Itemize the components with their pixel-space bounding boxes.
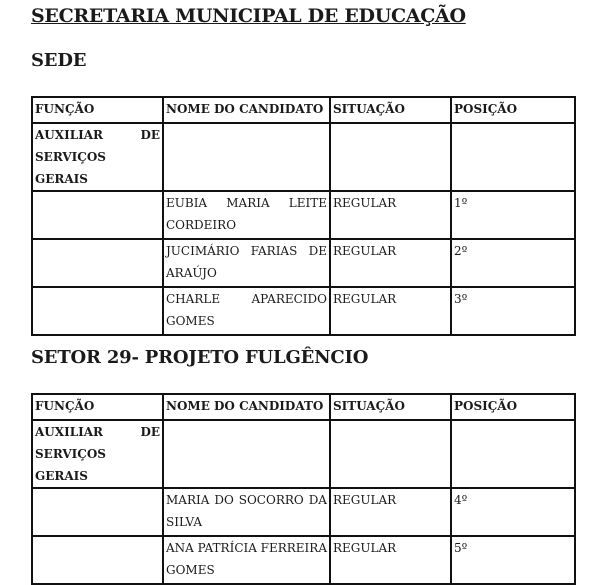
name-word: APARECIDO — [251, 292, 327, 306]
empty-cell — [163, 123, 330, 191]
table-row — [32, 536, 575, 584]
candidate-situacao: REGULAR — [330, 191, 451, 239]
funcao-word: DE — [140, 128, 160, 142]
table-header-row — [32, 97, 575, 123]
funcao-line: SERVIÇOS GERAIS — [35, 150, 106, 186]
name-line: GOMES — [166, 563, 215, 577]
table-row — [32, 239, 575, 287]
header-nome-candidato: NOME DO CANDIDATO — [163, 394, 330, 420]
funcao-word: DE — [140, 425, 160, 439]
candidate-name — [163, 488, 330, 536]
candidate-posicao: 4º — [451, 488, 575, 536]
candidate-posicao: 2º — [451, 239, 575, 287]
table-header-row — [32, 394, 575, 420]
candidate-posicao: 3º — [451, 287, 575, 335]
header-nome-candidato: NOME DO CANDIDATO — [163, 97, 330, 123]
empty-cell — [32, 191, 163, 239]
name-word: EUBIA — [166, 196, 208, 210]
name-word: DO — [214, 493, 234, 507]
name-line: GOMES — [166, 314, 215, 328]
section-title-sede: SEDE — [31, 50, 87, 71]
empty-cell — [32, 536, 163, 584]
name-word: PATRÍCIA — [197, 541, 257, 555]
empty-cell — [330, 420, 451, 488]
candidate-situacao: REGULAR — [330, 536, 451, 584]
name-word: ANA — [166, 541, 194, 555]
candidate-posicao: 5º — [451, 536, 575, 584]
name-word: CHARLE — [166, 292, 221, 306]
name-word: FERREIRA — [260, 541, 327, 555]
name-word: JUCIMÁRIO — [166, 244, 240, 258]
name-word: DA — [308, 493, 327, 507]
candidate-situacao: REGULAR — [330, 287, 451, 335]
candidate-name — [163, 536, 330, 584]
funcao-word: AUXILIAR — [35, 425, 104, 439]
candidate-situacao: REGULAR — [330, 488, 451, 536]
table-row — [32, 191, 575, 239]
empty-cell — [451, 123, 575, 191]
funcao-line: SERVIÇOS GERAIS — [35, 447, 106, 483]
table-row — [32, 287, 575, 335]
candidates-table-setor-29 — [31, 393, 576, 585]
candidate-name — [163, 191, 330, 239]
name-line: ARAÚJO — [166, 266, 217, 280]
header-situacao: SITUAÇÃO — [330, 97, 451, 123]
name-word: FARIAS — [250, 244, 298, 258]
name-word: MARIA — [226, 196, 270, 210]
empty-cell — [163, 420, 330, 488]
candidate-posicao: 1º — [451, 191, 575, 239]
name-word: MARIA — [166, 493, 210, 507]
empty-cell — [32, 287, 163, 335]
name-word: SOCORRO — [238, 493, 304, 507]
funcao-word: AUXILIAR — [35, 128, 104, 142]
name-line: CORDEIRO — [166, 218, 237, 232]
candidate-name — [163, 239, 330, 287]
candidate-name — [163, 287, 330, 335]
empty-cell — [32, 239, 163, 287]
document-title: SECRETARIA MUNICIPAL DE EDUCAÇÃO — [31, 5, 466, 27]
funcao-row — [32, 420, 575, 488]
header-funcao: FUNÇÃO — [32, 97, 163, 123]
funcao-cell — [32, 420, 163, 488]
funcao-row — [32, 123, 575, 191]
candidates-table-sede — [31, 96, 576, 336]
header-funcao: FUNÇÃO — [32, 394, 163, 420]
empty-cell — [32, 488, 163, 536]
header-situacao: SITUAÇÃO — [330, 394, 451, 420]
section-title-setor-29: SETOR 29- PROJETO FULGÊNCIO — [31, 347, 369, 368]
name-word: DE — [308, 244, 327, 258]
header-posicao: POSIÇÃO — [451, 394, 575, 420]
candidate-situacao: REGULAR — [330, 239, 451, 287]
empty-cell — [451, 420, 575, 488]
header-posicao: POSIÇÃO — [451, 97, 575, 123]
empty-cell — [330, 123, 451, 191]
name-word: LEITE — [288, 196, 327, 210]
name-line: SILVA — [166, 515, 203, 529]
funcao-cell — [32, 123, 163, 191]
table-row — [32, 488, 575, 536]
